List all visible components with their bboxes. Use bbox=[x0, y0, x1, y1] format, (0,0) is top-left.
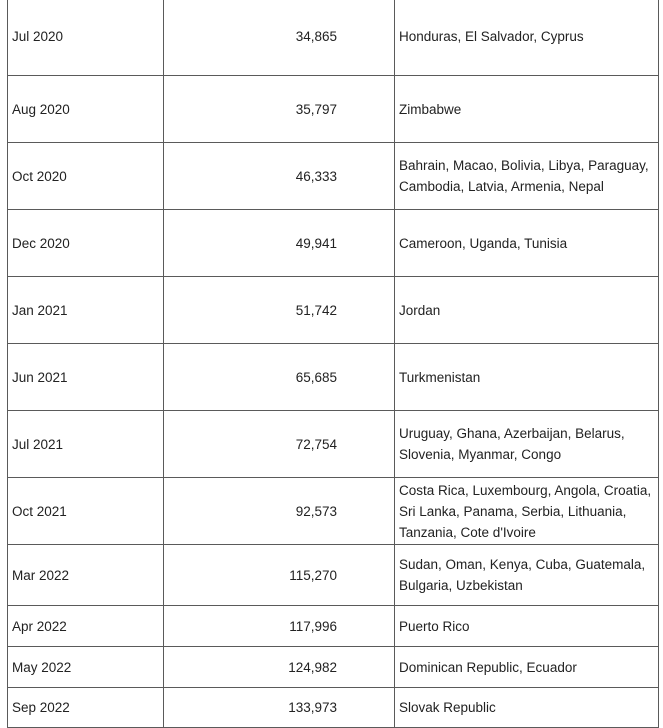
date-cell: Aug 2020 bbox=[8, 76, 164, 143]
countries-cell: Costa Rica, Luxembourg, Angola, Croatia, Sri Lanka, Panama, Serbia, Lithuania, Tanzania, Cote d'Ivoire bbox=[395, 478, 659, 545]
countries-cell: Dominican Republic, Ecuador bbox=[395, 647, 659, 688]
date-cell: Oct 2021 bbox=[8, 478, 164, 545]
table-row bbox=[8, 647, 659, 688]
countries-cell: Cameroon, Uganda, Tunisia bbox=[395, 210, 659, 277]
date-cell: Apr 2022 bbox=[8, 606, 164, 647]
table-row bbox=[8, 277, 659, 344]
countries-cell: Bahrain, Macao, Bolivia, Libya, Paraguay, Cambodia, Latvia, Armenia, Nepal bbox=[395, 143, 659, 210]
countries-cell: Turkmenistan bbox=[395, 344, 659, 411]
table-row bbox=[8, 143, 659, 210]
number-cell: 51,742 bbox=[164, 277, 395, 344]
table-row bbox=[8, 478, 659, 545]
date-cell: Oct 2020 bbox=[8, 143, 164, 210]
date-cell: May 2022 bbox=[8, 647, 164, 688]
number-cell: 65,685 bbox=[164, 344, 395, 411]
table-row bbox=[8, 545, 659, 606]
date-cell: Jun 2021 bbox=[8, 344, 164, 411]
number-cell: 34,865 bbox=[164, 0, 395, 76]
number-cell: 35,797 bbox=[164, 76, 395, 143]
table-row bbox=[8, 606, 659, 647]
number-cell: 72,754 bbox=[164, 411, 395, 478]
table-row bbox=[8, 76, 659, 143]
countries-cell: Uruguay, Ghana, Azerbaijan, Belarus, Slovenia, Myanmar, Congo bbox=[395, 411, 659, 478]
number-cell: 92,573 bbox=[164, 478, 395, 545]
number-cell: 117,996 bbox=[164, 606, 395, 647]
number-cell: 115,270 bbox=[164, 545, 395, 606]
date-cell: Mar 2022 bbox=[8, 545, 164, 606]
number-cell: 46,333 bbox=[164, 143, 395, 210]
table-row bbox=[8, 688, 659, 728]
countries-cell: Slovak Republic bbox=[395, 688, 659, 728]
table-row bbox=[8, 411, 659, 478]
table-row bbox=[8, 0, 659, 76]
countries-cell: Puerto Rico bbox=[395, 606, 659, 647]
number-cell: 49,941 bbox=[164, 210, 395, 277]
countries-cell: Sudan, Oman, Kenya, Cuba, Guatemala, Bulgaria, Uzbekistan bbox=[395, 545, 659, 606]
data-table bbox=[7, 0, 659, 728]
number-cell: 133,973 bbox=[164, 688, 395, 728]
date-cell: Sep 2022 bbox=[8, 688, 164, 728]
countries-cell: Zimbabwe bbox=[395, 76, 659, 143]
data-table-container bbox=[7, 0, 659, 728]
date-cell: Jan 2021 bbox=[8, 277, 164, 344]
countries-cell: Honduras, El Salvador, Cyprus bbox=[395, 0, 659, 76]
table-row bbox=[8, 210, 659, 277]
date-cell: Dec 2020 bbox=[8, 210, 164, 277]
date-cell: Jul 2021 bbox=[8, 411, 164, 478]
countries-cell: Jordan bbox=[395, 277, 659, 344]
number-cell: 124,982 bbox=[164, 647, 395, 688]
table-row bbox=[8, 344, 659, 411]
date-cell: Jul 2020 bbox=[8, 0, 164, 76]
